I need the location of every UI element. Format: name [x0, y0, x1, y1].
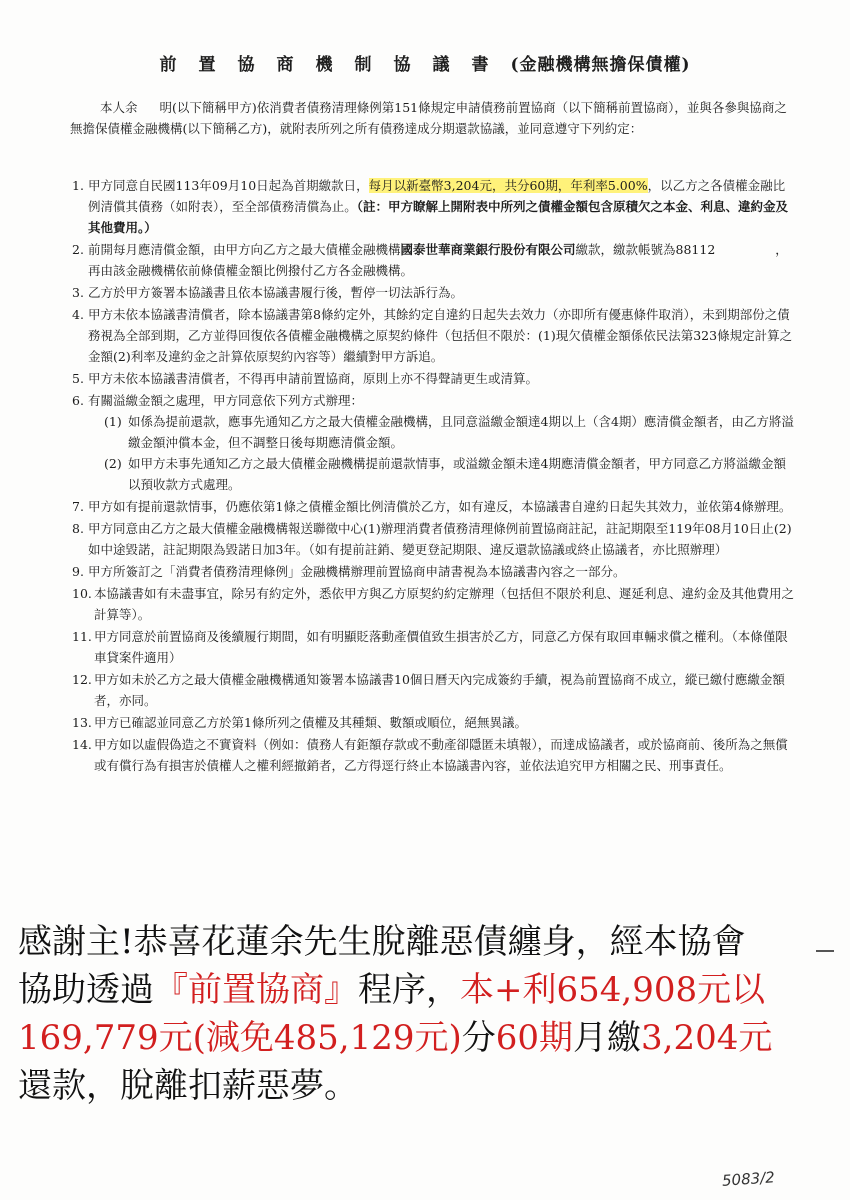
reduction-amounts: 本+利654,908元以169,779元(減免485,129元) — [18, 970, 766, 1058]
monthly-amount: 3,204元 — [641, 1018, 773, 1058]
clause-14: 14. 甲方如以虛假偽造之不實資料（例如：債務人有鉅額存款或不動產卻隱匿未填報），而達成協議者，或於協商前、後所為之無償或有償行為有損害於債權人之權利經撤銷者，乙方得逕行終止本協議書內容，並依法追究甲方相關之民、刑事責任。 — [72, 737, 788, 773]
clause-6-sub-1: (1) 如係為提前還款，應事先通知乙方之最大債權金融機構，且同意溢繳金額達4期以上（含4期）應清償金額者，由乙方將溢繳金額沖償本金，但不調整日後每期應清償金額。 — [104, 414, 794, 450]
clause-11: 11. 甲方同意於前置協商及後續履行期間，如有明顯貶落動產價值致生損害於乙方，同意乙方保有取回車輛求償之權利。（本條僅限車貸案件適用） — [72, 629, 788, 665]
bank-name: 國泰世華商業銀行股份有限公司 — [400, 242, 576, 257]
document-title — [0, 50, 850, 75]
clause-13: 13. 甲方已確認並同意乙方於第1條所列之債權及其種類、數額或順位，絕無異議。 — [72, 715, 527, 730]
installment-count: 60期 — [495, 1018, 573, 1058]
margin-mark — [816, 950, 834, 952]
handwritten-page-number: 5083/2 — [721, 1168, 776, 1190]
clause-9: 9. 甲方所簽訂之「消費者債務清理條例」金融機構辦理前置協商申請書視為本協議書內容之一部分。 — [72, 564, 626, 579]
clause-1: 1. 甲方同意自民國113年09月10日起為首期繳款日，每月以新臺幣3,204元，共分60期，年利率5.00%，以乙方之各債權金融比例清償其債務（如附表），至全部債務清償為止。（註：甲方瞭解上開附表中所列之債權金額包含原積欠之本金、利息、違約金及其他費用。） — [72, 178, 789, 235]
title-suffix: (金融機構無擔保債權) — [510, 55, 691, 75]
clause-12: 12. 甲方如未於乙方之最大債權金融機構通知簽署本協議書10個日曆天內完成簽約手續，視為前置協商不成立，縱已繳付應繳金額者，亦同。 — [72, 672, 785, 708]
clause-6-sub-2: (2) 如甲方未事先通知乙方之最大債權金融機構提前還款情事，或溢繳金額未達4期應清償金額者，甲方同意乙方將溢繳金額以預收款方式處理。 — [104, 456, 786, 492]
clause-7: 7. 甲方如有提前還款情事，仍應依第1條之債權金額比例清償於乙方，如有違反，本協議書自違約日起失其效力，並依第4條辦理。 — [72, 499, 792, 514]
clause-10: 10. 本協議書如有未盡事宜，除另有約定外，悉依甲方與乙方原契約約定辦理（包括但不限於利息、遲延利息、違約金及其他費用之計算等）。 — [72, 586, 795, 622]
highlighted-terms: 每月以新臺幣3,204元，共分60期，年利率5.00% — [368, 178, 648, 193]
clause-3: 3. 乙方於甲方簽署本協議書且依本協議書履行後，暫停一切法訴行為。 — [72, 285, 464, 300]
clause-2: 2. 前開每月應清償金額，由甲方向乙方之最大債權金融機構國泰世華商業銀行股份有限公司繳款，繳款帳號為88112 ，再由該金融機構依前條債權金額比例撥付乙方各金融機構。 — [72, 242, 788, 278]
clause-4: 4. 甲方未依本協議書清償者，除本協議書第8條約定外，其餘約定自違約日起失去效力（亦即所有優惠條件取消），未到期部份之債務視為全部到期，乙方並得回復依各債權金融機構之原契約條件（包括但不限於：(1)現欠債權金額係依民法第323條規定計算之金額(2)利率及違約金之計算依原契約內容等）繼續對甲方訴追。 — [72, 307, 793, 364]
clause-5: 5. 甲方未依本協議書清償者，不得再申請前置協商，原則上亦不得聲請更生或清算。 — [72, 371, 539, 386]
clause-list — [72, 175, 794, 777]
clause-6: 6. 有關溢繳金額之處理，甲方同意依下列方式辦理： (1) 如係為提前還款，應事先通知乙方之最大債權金融機構，且同意溢繳金額達4期以上（含4期）應清償金額者，由乙方將溢繳金額沖償本金，但不調整日後每期應清償金額。 (2) 如甲方未事先通知乙方之最大債權金融機構提前還款情事，或溢繳金額未達4期應清償金額者，甲方同意乙方將溢繳金額以預收款方式處理。 — [72, 390, 794, 495]
title-main: 前置協商機制協議書 — [159, 55, 511, 75]
clause-1-note: （註：甲方瞭解上開附表中所列之債權金額包含原積欠之本金、利息、違約金及其他費用。） — [88, 199, 789, 235]
procedure-name: 『前置協商』 — [154, 970, 358, 1010]
congratulation-caption: 感謝主!恭喜花蓮余先生脫離惡債纏身，經本協會協助透過『前置協商』程序，本+利654,908元以169,779元(減免485,129元)分60期月繳3,204元還款，脫離扣薪惡夢。 — [18, 922, 773, 1106]
clause-8: 8. 甲方同意由乙方之最大債權金融機構報送聯徵中心(1)辦理消費者債務清理條例前置協商註記，註記期限至119年08月10日止(2)如中途毀諾，註記期限為毀諾日加3年。（如有提前註銷、變更登記期限、違反還款協議或終止協議者，亦比照辦理） — [72, 521, 792, 557]
intro-paragraph: 本人余 明(以下簡稱甲方)依消費者債務清理條例第151條規定申請債務前置協商（以下簡稱前置協商），並與各參與協商之無擔保債權金融機構(以下簡稱乙方)，就附表所列之所有債務達成分期還款協議，並同意遵守下列約定： — [70, 100, 787, 136]
